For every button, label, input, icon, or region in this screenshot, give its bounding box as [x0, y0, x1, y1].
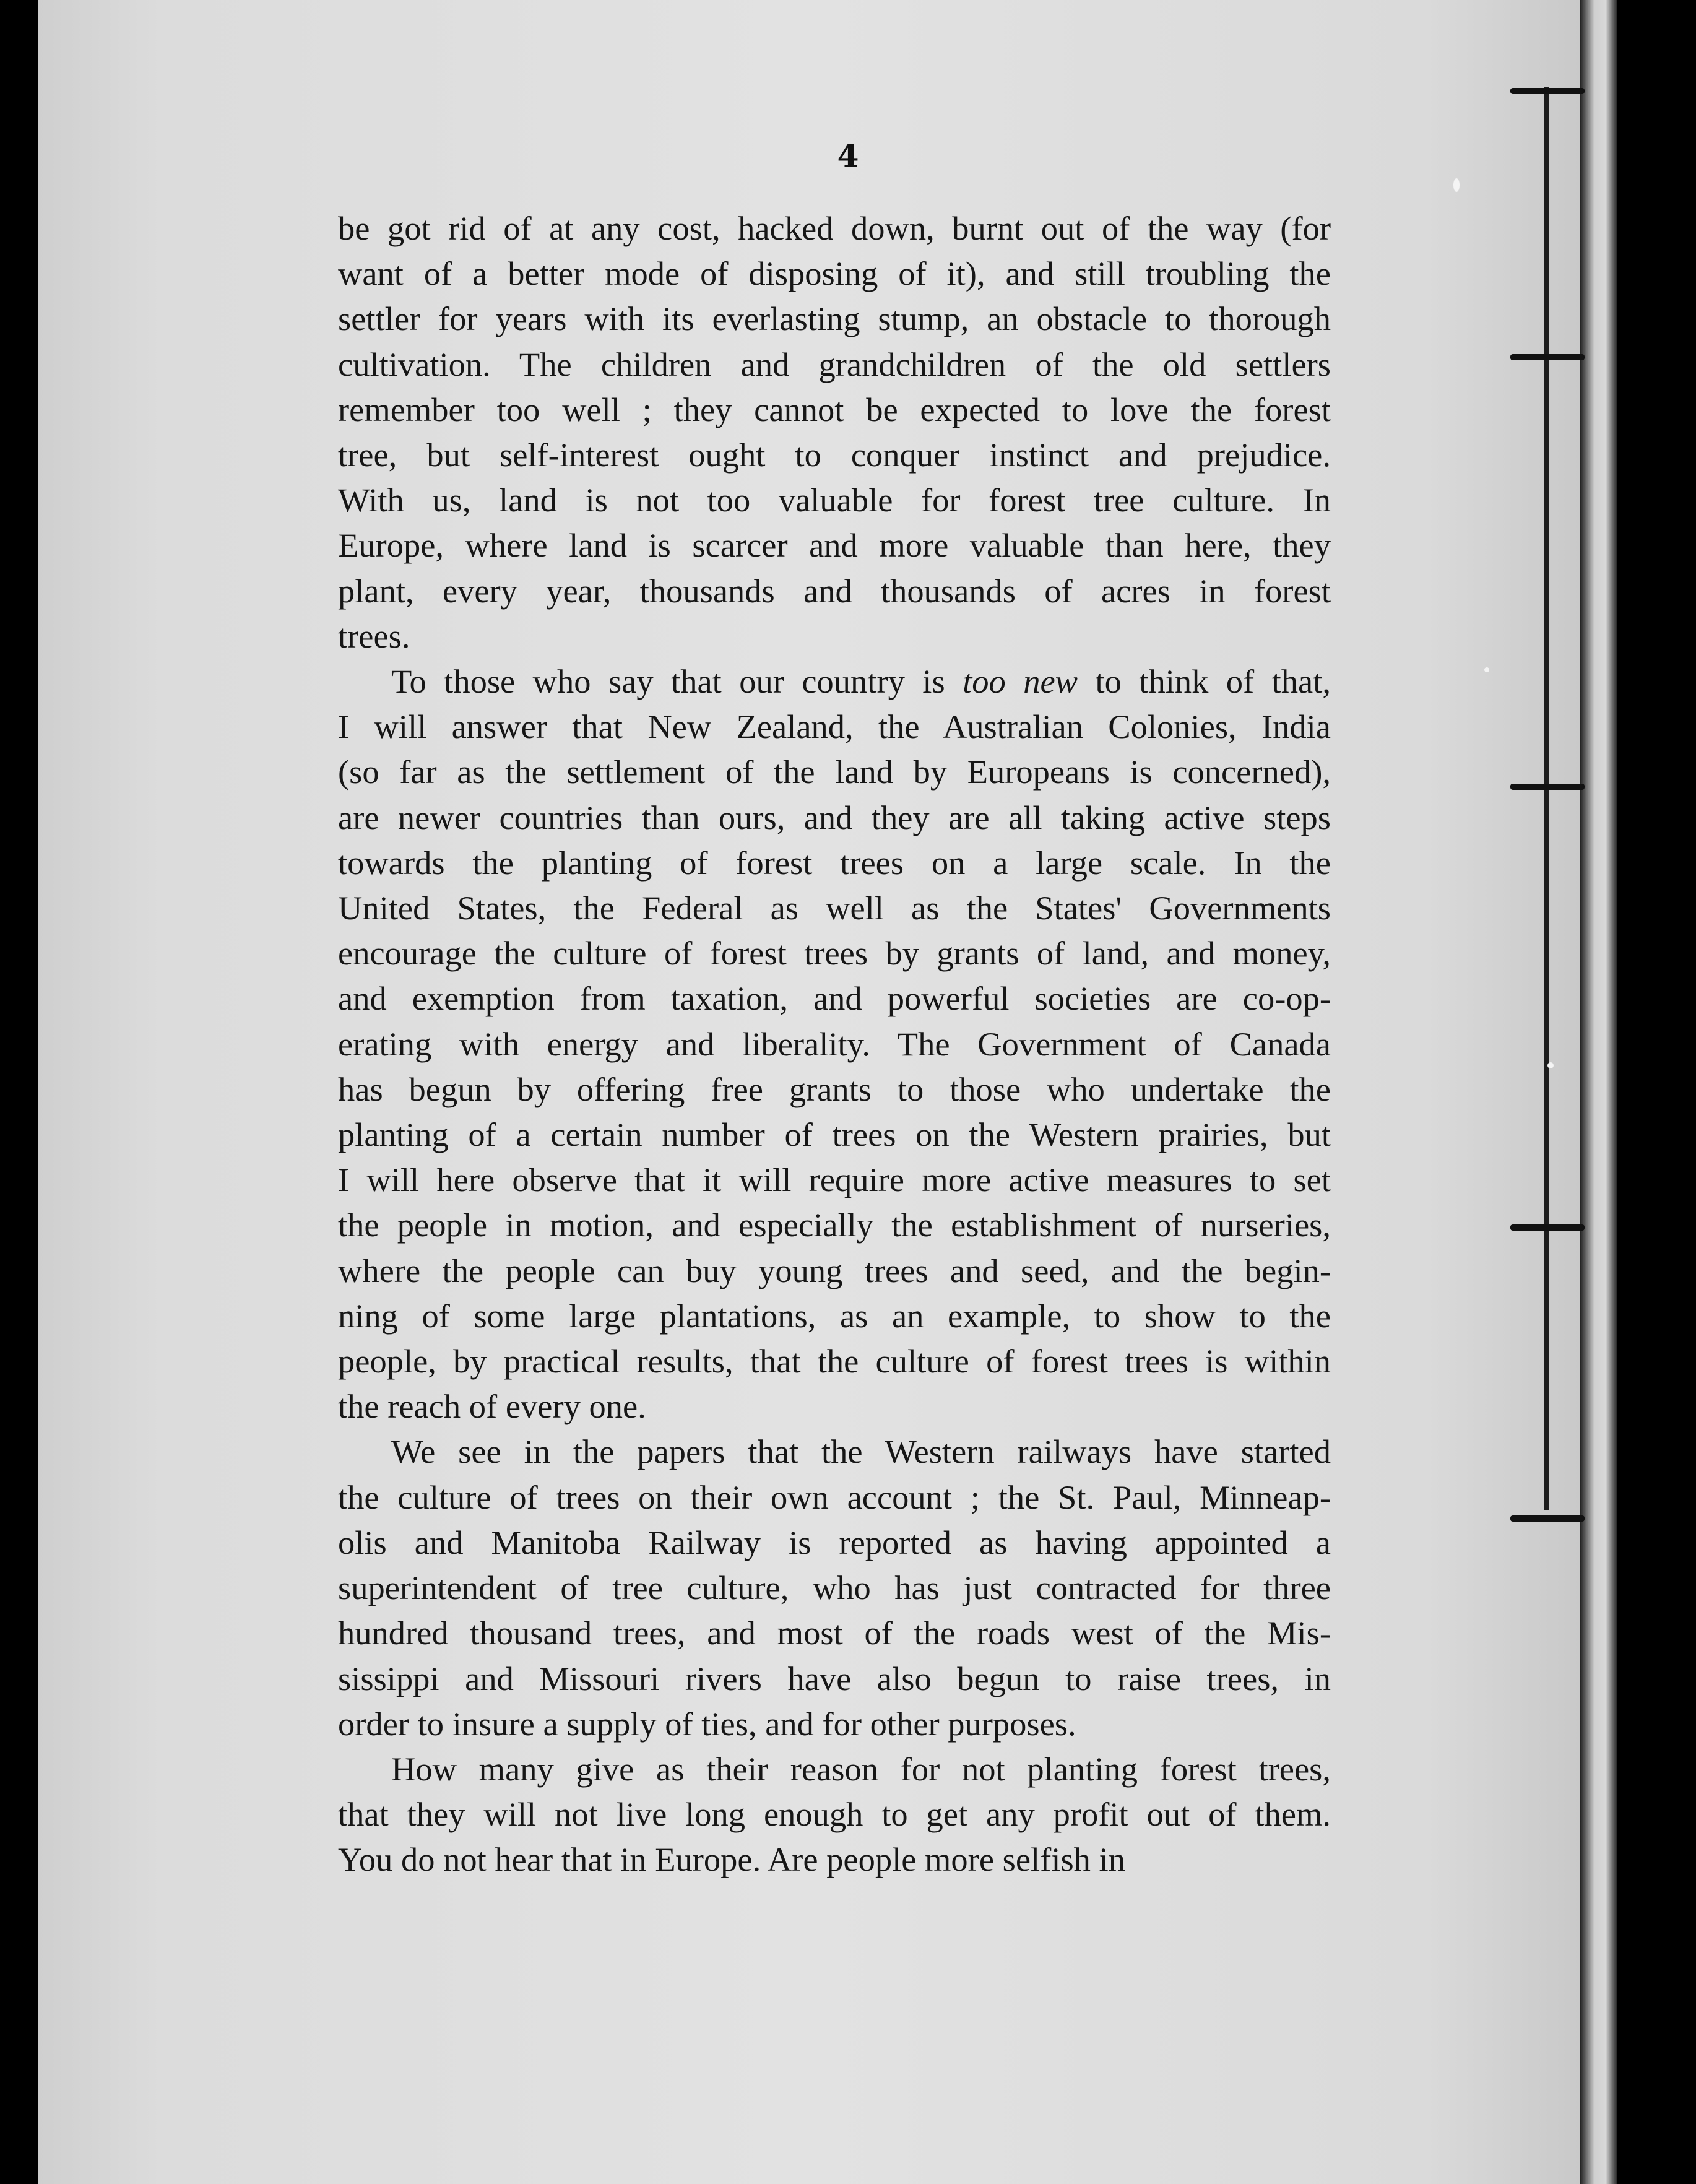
- text-line: How many give as their reason for not planting forest trees,: [391, 1749, 1331, 1788]
- text-line: be got rid of at any cost, hacked down, burnt out of the way (for: [338, 209, 1331, 247]
- paragraph: [338, 1746, 1331, 1883]
- text-line: I will here observe that it will require more active measures to set: [338, 1161, 1331, 1199]
- text-line: We see in the papers that the Western railways have started: [391, 1432, 1331, 1471]
- text-line: ning of some large plantations, as an example, to show to the: [338, 1296, 1331, 1335]
- text-line: and exemption from taxation, and powerful societies are co-op-: [338, 979, 1331, 1018]
- paragraph: [338, 659, 1331, 1429]
- text-line: trees.: [338, 617, 410, 655]
- text-line: where the people can buy young trees and seed, and the begin-: [338, 1251, 1331, 1289]
- text-line: cultivation. The children and grandchildren of the old settlers: [338, 345, 1331, 383]
- text-line: To those who say that our country is too new to think of that,: [391, 662, 1331, 701]
- text-line: that they will not live long enough to get any profit out of them.: [338, 1795, 1331, 1834]
- text-line: planting of a certain number of trees on the Western prairies, but: [338, 1116, 1331, 1154]
- text-line: want of a better mode of disposing of it), and still troubling the: [338, 254, 1331, 293]
- text-line: You do not hear that in Europe. Are people more selfish in: [338, 1840, 1125, 1879]
- text-line: the reach of every one.: [338, 1387, 646, 1426]
- binding-thread: [1544, 87, 1549, 1510]
- text-line: superintendent of tree culture, who has just contracted for three: [338, 1569, 1331, 1607]
- text-line: the people in motion, and especially the establishment of nurseries,: [338, 1206, 1331, 1244]
- text-line: (so far as the settlement of the land by Europeans is concerned),: [338, 753, 1331, 791]
- binding-strip: [1580, 0, 1617, 2184]
- text-line: remember too well ; they cannot be expected to love the forest: [338, 390, 1331, 428]
- text-line: I will answer that New Zealand, the Australian Colonies, India: [338, 708, 1331, 746]
- binding-stitch: [1510, 88, 1585, 94]
- paper-speck: [1453, 178, 1460, 192]
- text-line: order to insure a supply of ties, and for other purposes.: [338, 1704, 1076, 1743]
- binding-stitch: [1510, 354, 1585, 360]
- text-line: olis and Manitoba Railway is reported as having appointed a: [338, 1523, 1331, 1561]
- text-line: United States, the Federal as well as the States' Governments: [338, 889, 1331, 927]
- text-line: settler for years with its everlasting stump, an obstacle to thorough: [338, 300, 1331, 338]
- text-line: people, by practical results, that the culture of forest trees is within: [338, 1342, 1331, 1380]
- text-line: plant, every year, thousands and thousands of acres in forest: [338, 571, 1331, 610]
- text-line: Europe, where land is scarcer and more valuable than here, they: [338, 526, 1331, 565]
- text-line: hundred thousand trees, and most of the roads west of the Mis-: [338, 1614, 1331, 1652]
- text-line: the culture of trees on their own account ; the St. Paul, Minneap-: [338, 1478, 1331, 1516]
- text-line: encourage the culture of forest trees by grants of land, and money,: [338, 934, 1331, 973]
- text-line: towards the planting of forest trees on a large scale. In the: [338, 843, 1331, 882]
- text-line: With us, land is not too valuable for forest tree culture. In: [338, 481, 1331, 519]
- paragraph: [338, 1429, 1331, 1746]
- text-line: are newer countries than ours, and they are all taking active steps: [338, 798, 1331, 836]
- binding-stitch: [1510, 784, 1585, 790]
- page-number: 4: [837, 137, 859, 174]
- text-line: erating with energy and liberality. The Government of Canada: [338, 1025, 1331, 1063]
- text-line: tree, but self-interest ought to conquer instinct and prejudice.: [338, 436, 1331, 474]
- paragraph: [338, 206, 1331, 659]
- scan-edge: [1617, 0, 1696, 2184]
- paper-speck: [1547, 1062, 1554, 1068]
- paper-speck: [1484, 667, 1489, 672]
- text-line: has begun by offering free grants to those who undertake the: [338, 1070, 1331, 1108]
- body-text: [338, 206, 1331, 1883]
- binding-stitch: [1510, 1224, 1585, 1231]
- binding-stitch: [1510, 1515, 1585, 1522]
- text-line: sissippi and Missouri rivers have also begun to raise trees, in: [338, 1659, 1331, 1697]
